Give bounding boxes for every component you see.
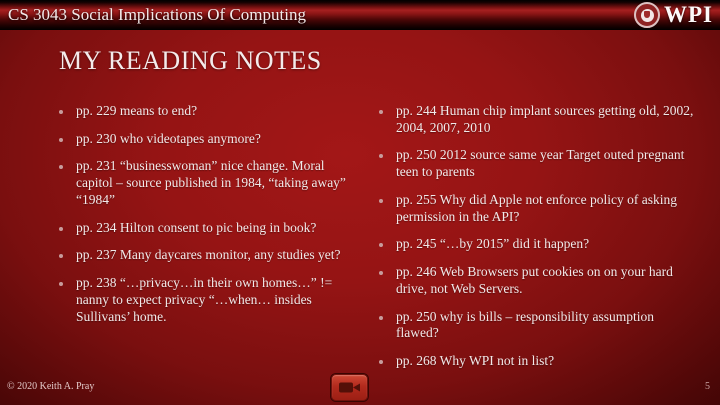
- wpi-seal-icon: [634, 2, 660, 28]
- bullet-text: pp. 230 who videotapes anymore?: [76, 130, 261, 146]
- bullet-dot-icon: [59, 138, 63, 142]
- bullet-text: pp. 229 means to end?: [76, 103, 198, 118]
- bullet-text: pp. 250 why is bills – responsibility assumption flawed?: [396, 308, 655, 341]
- bullet-text: pp. 231 “businesswoman” nice change. Moral capitol – source published in 1984, “taking away” “1984”: [76, 158, 346, 207]
- list-item: [378, 147, 694, 180]
- bullet-dot-icon: [379, 316, 383, 320]
- wpi-shield-icon: [644, 11, 650, 18]
- list-item: [378, 353, 694, 370]
- list-item: [378, 192, 694, 225]
- list-item: [58, 158, 360, 208]
- list-item: [378, 264, 694, 297]
- wpi-seal-inner: [641, 9, 654, 22]
- bullet-text: pp. 268 Why WPI not in list?: [396, 353, 555, 369]
- bullet-dot-icon: [59, 282, 63, 286]
- bullet-text: pp. 255 Why did Apple not enforce policy of asking permission in the API?: [396, 191, 677, 224]
- bullet-text: pp. 246 Web Browsers put cookies on on your hard drive, not Web Servers.: [396, 264, 673, 296]
- page-number: 5: [705, 381, 710, 392]
- list-item: [378, 236, 694, 253]
- wpi-logo: [634, 1, 713, 29]
- wpi-logo-text: WPI: [664, 2, 713, 27]
- bullet-dot-icon: [379, 243, 383, 247]
- list-item: [58, 247, 360, 264]
- slide-title: MY READING NOTES: [59, 46, 322, 75]
- list-item: [58, 220, 360, 237]
- bullet-text: pp. 250 2012 source same year Target outed pregnant teen to parents: [396, 147, 685, 180]
- list-item: [378, 103, 694, 136]
- list-item: [58, 131, 360, 148]
- list-item: [58, 275, 360, 325]
- left-bullet-column: [58, 103, 360, 336]
- video-camera-icon: [338, 380, 361, 395]
- bullet-text: pp. 237 Many daycares monitor, any studies yet?: [76, 247, 341, 263]
- bullet-dot-icon: [59, 165, 63, 169]
- header-bar: [0, 0, 720, 30]
- bullet-text: pp. 244 Human chip implant sources getting old, 2002, 2004, 2007, 2010: [396, 103, 694, 135]
- bullet-text: pp. 245 “…by 2015” did it happen?: [396, 236, 590, 252]
- bullet-dot-icon: [59, 227, 63, 231]
- bullet-dot-icon: [59, 254, 63, 258]
- bullet-dot-icon: [379, 360, 383, 364]
- bullet-dot-icon: [379, 271, 383, 275]
- bullet-dot-icon: [379, 154, 383, 158]
- list-item: [58, 103, 360, 120]
- right-bullet-column: [378, 103, 694, 381]
- bullet-text: pp. 238 “…privacy…in their own homes…” != nanny to expect privacy “…when… insides Sullivans’ home.: [76, 275, 333, 324]
- video-button[interactable]: [331, 374, 368, 401]
- list-item: [378, 309, 694, 342]
- bullet-dot-icon: [59, 110, 63, 114]
- bullet-text: pp. 234 Hilton consent to pic being in book?: [76, 219, 317, 235]
- bullet-dot-icon: [379, 110, 383, 114]
- bullet-dot-icon: [379, 199, 383, 203]
- course-title: CS 3043 Social Implications Of Computing: [8, 5, 306, 24]
- copyright-text: © 2020 Keith A. Pray: [7, 381, 95, 392]
